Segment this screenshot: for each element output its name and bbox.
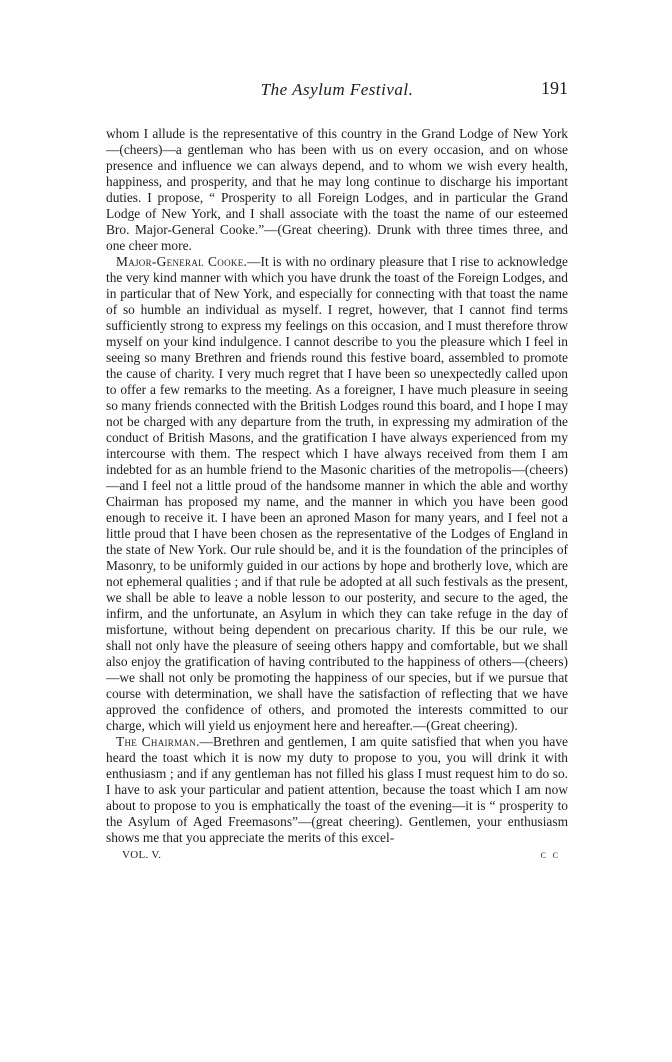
paragraph-text: —It is with no ordinary pleasure that I rise to acknowledge the very kind manner with which you have drunk the toast of the Foreign Lodges, and in particular that of New York, and especially for connecting with that toast the name of so humble an individual as myself. I regret, however, that I cannot find terms sufficiently strong to express my feelings on this occasion, and I must therefore throw myself on your kind indulgence. I cannot describe to you the pleasure which I feel in seeing so many Brethren and friends round this festive board, assembled to promote the cause of charity. I very much regret that I have been so unexpectedly called upon to offer a few remarks to the meeting. As a foreigner, I have much pleasure in seeing so many friends connected with the British Lodges round this board, and I hope I may not be charged with any departure from the truth, in expressing my admiration of the conduct of British Masons, and the gratification I have always experienced from my intercourse with them. The respect which I have always received from them I am indebted for as an humble friend to the Masonic charities of the metropolis—(cheers)—and I feel not a little proud of the handsome manner in which the able and worthy Chairman has proposed my name, and the manner in which you have been good enough to receive it. I have been an aproned Mason for many years, and I feel not a little proud that I have been chosen as the representative of the Lodges of England in the state of New York. Our rule should be, and it is the foundation of the principles of Masonry, to be uniformly guided in our actions by hope and brotherly love, which are not ephemeral qualities ; and if that rule be adopted at all such festivals as the present, we shall be able to leave a noble lesson to our posterity, and secure to the aged, the infirm, and the unfortunate, an Asylum in which they can take refuge in the day of misfortune, without being dependent on precarious charity. If this be our rule, we shall not only have the pleasure of seeing others happy and comfortable, but we shall also enjoy the gratification of having contributed to the happiness of others—(cheers)—we shall not only be promoting the happiness of our species, but if we pursue that course with determination, we shall have the satisfaction of reflecting that we have approved the confidence of others, and promoted the interests committed to our charge, which will yield us enjoyment here and hereafter.—(Great cheering). (106, 254, 568, 733)
paragraph-continuation (106, 126, 568, 254)
volume-mark: VOL. V. (122, 849, 162, 861)
signature-mark: c c (540, 849, 560, 861)
speaker-name: Major-General Cooke. (116, 254, 248, 269)
book-page (106, 76, 568, 861)
speaker-name: The Chairman. (116, 734, 200, 749)
page-header (106, 76, 568, 106)
paragraph-text: whom I allude is the representative of this country in the Grand Lodge of New York—(cheers)—a gentleman who has been with us on every occasion, and on whose presence and influence we can always depend, and to whom we wish every health, happiness, and prosperity, and that he may long continue to discharge his important duties. I propose, “ Prosperity to all Foreign Lodges, and in particular the Grand Lodge of New York, and I shall associate with the toast the name of our esteemed Bro. Major-General Cooke.”—(Great cheering). Drunk with three times three, and one cheer more. (106, 126, 568, 253)
paragraph-cooke-speech (106, 254, 568, 734)
page-number: 191 (541, 78, 568, 98)
page-footer (106, 849, 568, 861)
paragraph-text: —Brethren and gentlemen, I am quite satisfied that when you have heard the toast which it is now my duty to propose to you, you will drink it with enthusiasm ; and if any gentleman has not filled his glass I must request him to do so. I have to ask your particular and patient attention, because the toast which I am now about to propose to you is emphatically the toast of the evening—it is “ prosperity to the Asylum of Aged Freemasons”—(great cheering). Gentlemen, your enthusiasm shows me that you appreciate the merits of this excel- (106, 734, 568, 845)
running-title: The Asylum Festival. (260, 80, 414, 99)
paragraph-chairman-speech (106, 734, 568, 846)
body-text (106, 126, 568, 846)
